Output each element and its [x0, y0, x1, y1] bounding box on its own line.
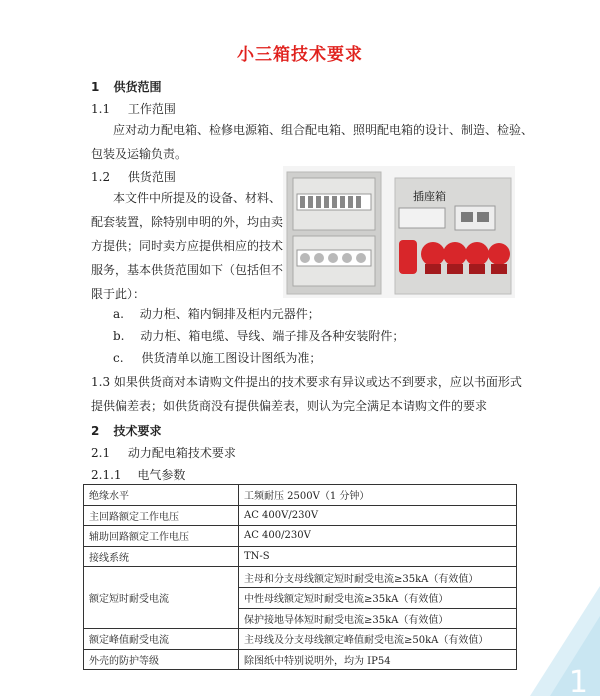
section-number: 2.1.1	[91, 468, 122, 482]
list-text: 动力柜、箱内铜排及柜内元器件；	[139, 307, 320, 321]
table-cell-value: 中性母线额定短时耐受电流≥35kA（有效值）	[239, 587, 517, 608]
corner-shape	[530, 586, 600, 696]
table-cell-label: 接线系统	[84, 546, 239, 567]
table-cell-label: 主回路额定工作电压	[84, 505, 239, 526]
table-cell-label: 绝缘水平	[84, 485, 239, 506]
section-title: 技术要求	[113, 424, 162, 438]
paragraph-line: 配套装置，除特别申明的外，均由卖	[91, 215, 284, 229]
list-marker: b.	[113, 329, 125, 343]
table-cell-value: TN-S	[239, 546, 517, 567]
section-1-1-heading	[91, 100, 176, 117]
page-number: 1	[568, 665, 588, 700]
table-cell-label: 额定峰值耐受电流	[84, 629, 239, 650]
table-row	[84, 567, 517, 588]
section-number: 1	[91, 80, 100, 94]
section-1-2-heading	[91, 168, 176, 185]
table-row	[84, 505, 517, 526]
paragraph-line: 限于此）：	[91, 287, 146, 301]
table-cell-value: 保护接地导体短时耐受电流≥35kA（有效值）	[239, 608, 517, 629]
table-cell-value: 主母线及分支母线额定峰值耐受电流≥50kA（有效值）	[239, 629, 517, 650]
table-row	[84, 649, 517, 670]
table-cell-value: 除图纸中特别说明外，均为 IP54	[239, 649, 517, 670]
section-number: 2	[91, 424, 100, 438]
section-2-1-1-heading	[91, 466, 185, 483]
table-cell-value: AC 400/230V	[239, 526, 517, 547]
section-title: 电气参数	[137, 468, 186, 482]
list-text: 动力柜、箱电缆、导线、端子排及各种安装附件；	[140, 329, 405, 343]
cabinet-illustration	[283, 166, 515, 298]
list-marker: c.	[113, 351, 124, 365]
list-item	[113, 346, 321, 370]
page-title: 小三箱技术要求	[237, 45, 363, 65]
list-item	[113, 324, 404, 348]
table-row	[84, 526, 517, 547]
electrical-parameters-table	[83, 484, 517, 670]
section-number: 1.1	[91, 102, 111, 116]
section-1-heading	[91, 78, 162, 95]
table-row	[84, 629, 517, 650]
section-title: 供货范围	[113, 80, 162, 94]
table-cell-value: 主母和分支母线额定短时耐受电流≥35kA（有效值）	[239, 567, 517, 588]
section-title: 供货范围	[127, 170, 176, 184]
table-cell-value: AC 400V/230V	[239, 505, 517, 526]
distribution-box-photo	[283, 166, 515, 298]
list-item	[113, 302, 320, 326]
table-row	[84, 546, 517, 567]
paragraph-line: 服务，基本供货范围如下（包括但不	[91, 263, 284, 277]
table-cell-label: 外壳的防护等级	[84, 649, 239, 670]
section-title: 工作范围	[127, 102, 176, 116]
section-number: 1.2	[91, 170, 111, 184]
paragraph-line: 包装及运输负责。	[91, 147, 188, 161]
page-corner-decoration	[530, 586, 600, 700]
section-number: 2.1	[91, 446, 111, 460]
table-cell-label: 额定短时耐受电流	[84, 567, 239, 629]
section-title: 动力配电箱技术要求	[127, 446, 236, 460]
paragraph-line: 本文件中所提及的设备、材料、	[113, 191, 282, 205]
paragraph-line: 1.3 如果供货商对本请购文件提出的技术要求有异议或达不到要求，应以书面形式	[91, 375, 522, 389]
section-2-heading	[91, 422, 162, 439]
list-marker: a.	[113, 307, 124, 321]
table-cell-label: 辅助回路额定工作电压	[84, 526, 239, 547]
paragraph-line: 应对动力配电箱、检修电源箱、组合配电箱、照明配电箱的设计、制造、检验、	[113, 123, 534, 137]
section-2-1-heading	[91, 444, 236, 461]
paragraph-line: 方提供；同时卖方应提供相应的技术	[91, 239, 284, 253]
paragraph-line: 提供偏差表；如供货商没有提供偏差表，则认为完全满足本请购文件的要求	[91, 399, 488, 413]
table-cell-value: 工频耐压 2500V（1 分钟）	[239, 485, 517, 506]
image-label: 插座箱	[413, 190, 446, 203]
table-row	[84, 485, 517, 506]
list-text: 供货清单以施工图设计图纸为准；	[141, 351, 322, 365]
